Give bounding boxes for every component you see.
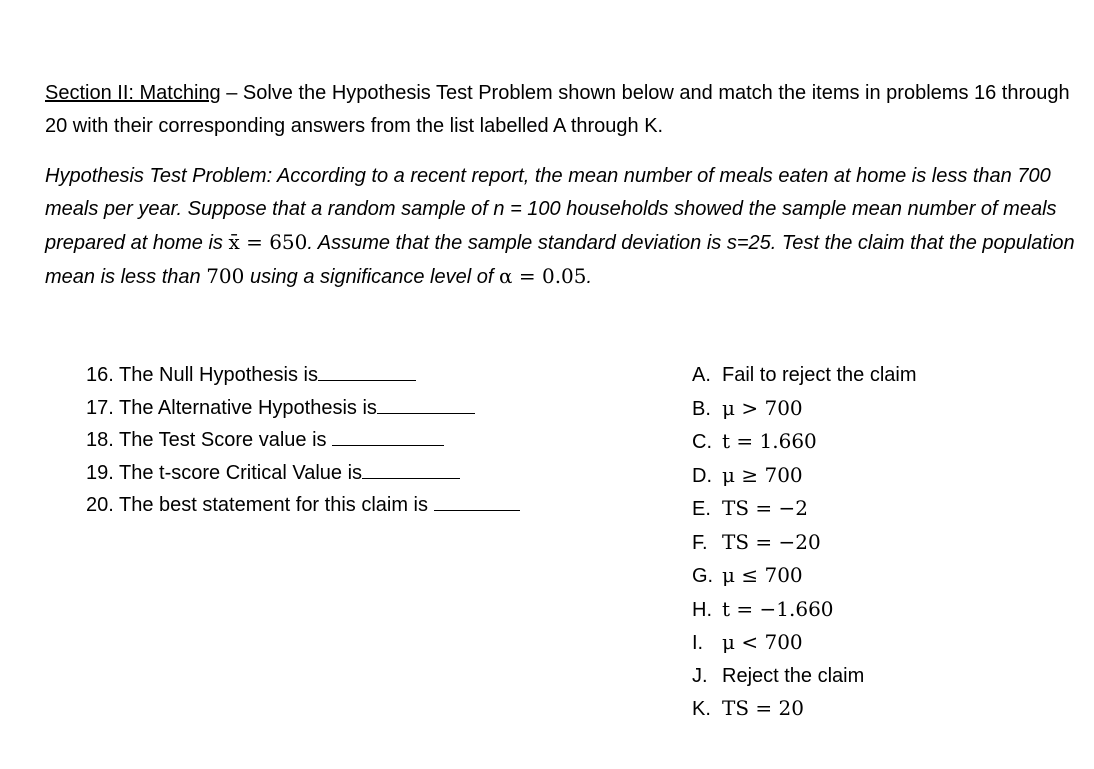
answer-letter: A. <box>692 364 711 386</box>
hypothesis-problem <box>45 160 1090 294</box>
answer-letter: F. <box>692 531 708 554</box>
answer-letter: H. <box>692 598 712 621</box>
answer-text: μ > 700 <box>722 395 803 420</box>
answer-letter: I. <box>692 632 704 654</box>
answer-j <box>692 660 917 693</box>
answer-blank[interactable] <box>318 362 416 381</box>
answer-f <box>692 526 917 560</box>
section-intro <box>45 77 1085 143</box>
problem-text-4: . <box>586 266 593 288</box>
answer-letter: G. <box>692 565 714 587</box>
question-text: 17. The Alternative Hypothesis is <box>86 396 377 419</box>
answer-h <box>692 593 917 627</box>
answer-text: Fail to reject the claim <box>722 364 917 386</box>
answer-blank[interactable] <box>434 492 520 511</box>
problem-text-3: using a significance level of <box>244 266 499 288</box>
question-20 <box>86 489 520 522</box>
problem-text-1: Hypothesis Test Problem: According to a recent report, the mean number of meals eaten at home is less than 700 meals per year. Suppose that a random sample of n = 100 households showed the sample mean number of meals prepared at home is <box>45 165 1057 254</box>
answer-letter: C. <box>692 431 712 453</box>
section-title: Section II: Matching <box>45 82 221 104</box>
alpha-expr: α = 0.05 <box>498 264 587 288</box>
answer-text: Reject the claim <box>722 664 865 687</box>
answer-text: TS = −20 <box>722 529 821 554</box>
answer-text: μ ≥ 700 <box>722 462 803 487</box>
answer-text: t = 1.660 <box>722 429 817 453</box>
answer-text: μ < 700 <box>722 630 803 654</box>
question-text: 19. The t-score Critical Value is <box>86 461 363 484</box>
answer-list <box>692 359 917 726</box>
answer-c <box>692 425 917 459</box>
answer-b <box>692 392 917 426</box>
answer-text: TS = 20 <box>722 696 804 720</box>
answer-letter: B. <box>692 397 711 420</box>
answer-text: μ ≤ 700 <box>722 563 803 587</box>
mu-value: 700 <box>206 264 245 288</box>
answer-letter: K. <box>692 698 711 720</box>
answer-text: t = −1.660 <box>722 596 834 621</box>
answer-letter: D. <box>692 464 712 487</box>
question-list <box>86 359 520 522</box>
question-18 <box>86 424 520 457</box>
answer-text: TS = −2 <box>722 496 808 520</box>
question-text: 18. The Test Score value is <box>86 429 333 451</box>
sample-mean-expr: x̄ = 650 <box>228 230 308 254</box>
answer-a <box>692 359 917 392</box>
question-16 <box>86 359 520 392</box>
question-text: 16. The Null Hypothesis is <box>86 364 318 386</box>
question-17 <box>86 392 520 425</box>
answer-d <box>692 459 917 493</box>
answer-letter: J. <box>692 664 708 687</box>
answer-g <box>692 559 917 593</box>
question-text: 20. The best statement for this claim is <box>86 494 434 516</box>
answer-k <box>692 692 917 726</box>
answer-blank[interactable] <box>332 427 444 446</box>
answer-e <box>692 492 917 526</box>
answer-blank[interactable] <box>362 460 460 479</box>
answer-i <box>692 626 917 660</box>
problem-text-2: . Assume that the sample standard deviation is s=25. Test the claim that the population mean is less than <box>45 232 1075 288</box>
section-instructions: – Solve the Hypothesis Test Problem shown below and match the items in problems 16 through 20 with their corresponding answers from the list labelled A through K. <box>45 82 1070 137</box>
question-19 <box>86 457 520 490</box>
answer-letter: E. <box>692 498 711 520</box>
answer-blank[interactable] <box>377 395 475 414</box>
